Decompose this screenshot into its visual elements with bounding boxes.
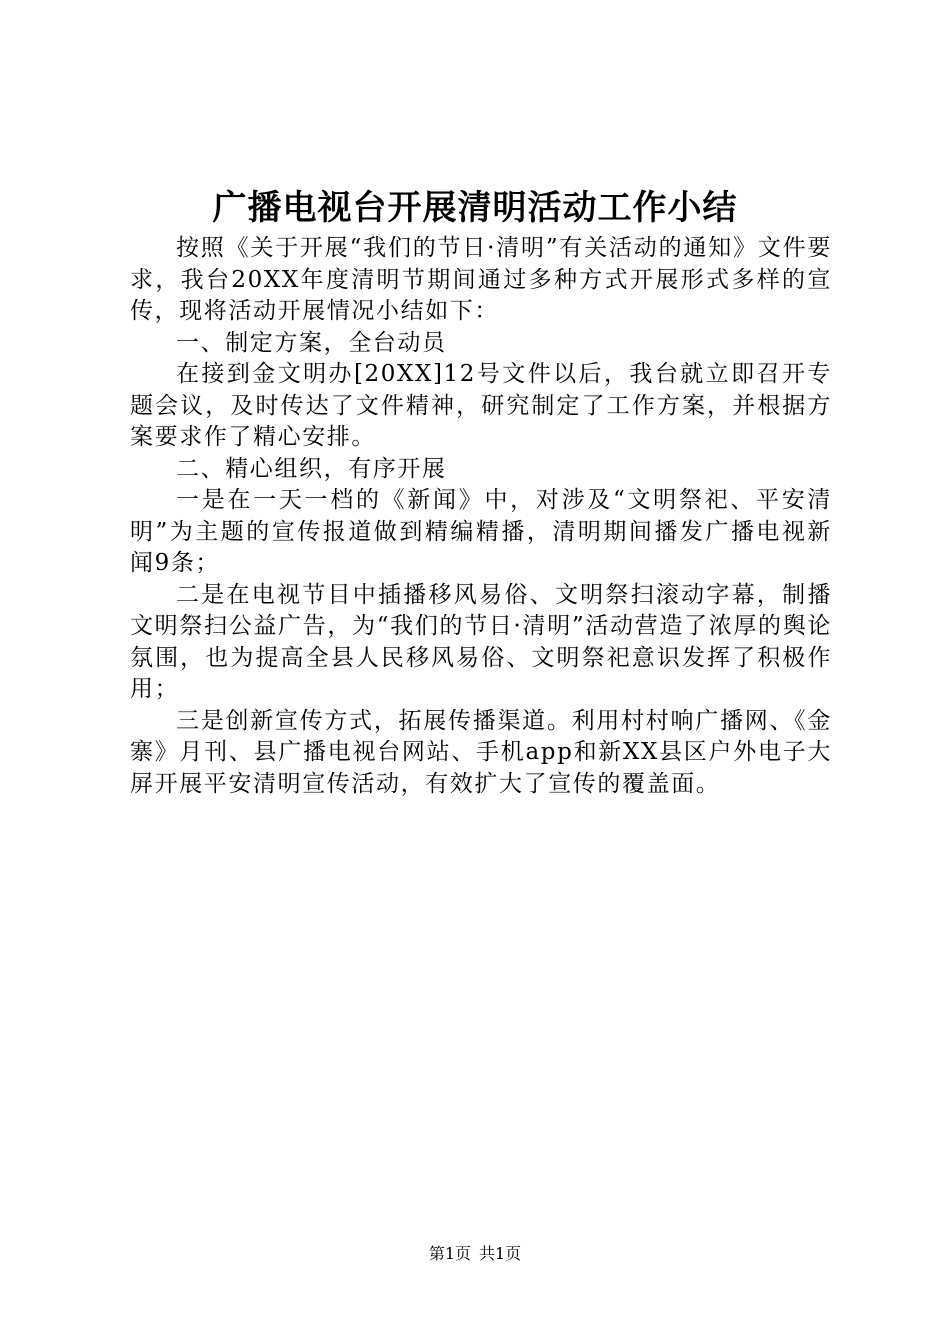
paragraph-section-1: 在接到金文明办[20XX]12号文件以后，我台就立即召开专题会议，及时传达了文件精神，研究制定了工作方案，并根据方案要求作了精心安排。 [130,361,832,450]
paragraph-item-2: 二是在电视节目中插播移风易俗、文明祭扫滚动字幕，制播文明祭扫公益广告，为“我们的节日·清明”活动营造了浓厚的舆论氛围，也为提高全县人民移风易俗、文明祭祀意识发挥了积极作用； [130,581,832,702]
paragraph-intro: 按照《关于开展“我们的节日·清明”有关活动的通知》文件要求，我台20XX年度清明节期间通过多种方式开展形式多样的宣传，现将活动开展情况小结如下： [130,235,832,324]
page-total: 共1页 [479,1244,522,1263]
page-footer [0,1243,950,1265]
paragraph-item-1: 一是在一天一档的《新闻》中，对涉及“文明祭祀、平安清明”为主题的宣传报道做到精编精播，清明期间播发广播电视新闻9条； [130,487,832,576]
document-body [130,233,832,800]
section-heading-2: 二、精心组织，有序开展 [176,455,447,482]
section-heading-1: 一、制定方案，全台动员 [176,329,447,356]
document-title: 广播电视台开展清明活动工作小结 [212,188,738,228]
paragraph-item-3: 三是创新宣传方式，拓展传播渠道。利用村村响广播网、《金寨》月刊、县广播电视台网站、手机app和新XX县区户外电子大屏开展平安清明宣传活动，有效扩大了宣传的覆盖面。 [130,707,832,797]
page-number: 第1页 [428,1244,471,1263]
